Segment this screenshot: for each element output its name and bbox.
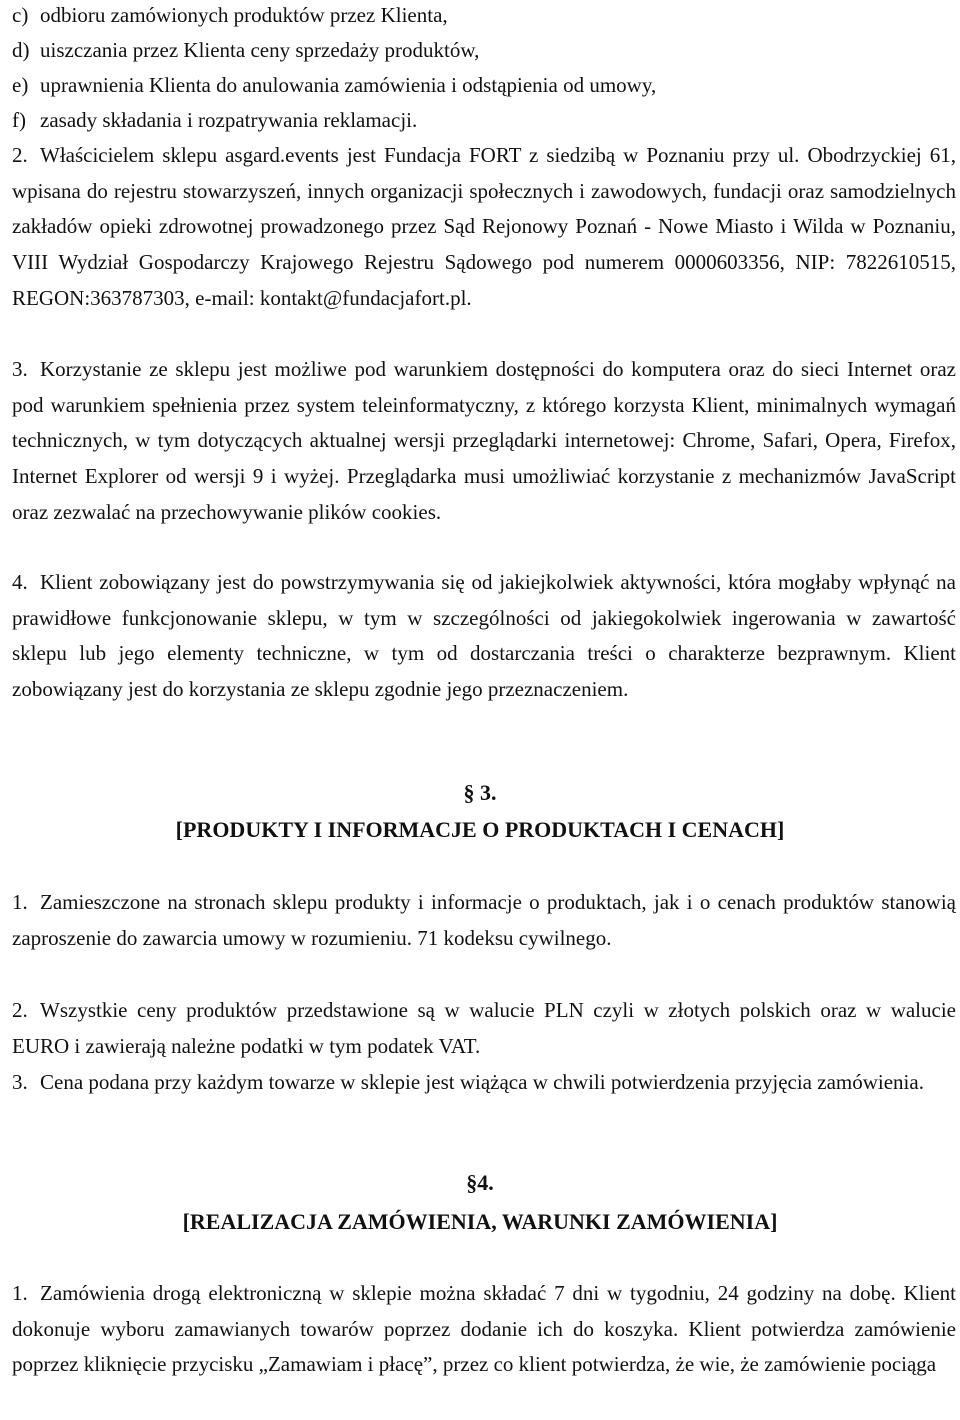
section-3-number: § 3. <box>463 780 497 805</box>
section-3-paragraph-2: 2. Wszystkie ceny produktów przedstawione są w walucie PLN czyli w złotych polskich oraz w walucie EURO i zawierają należne podatki w tym podatek VAT. <box>12 998 956 1058</box>
list-item-f: f) zasady składania i rozpatrywania reklamacji. <box>12 108 418 132</box>
list-item-c: c) odbioru zamówionych produktów przez Klienta, <box>12 3 448 27</box>
paragraph-4-obligations: 4. Klient zobowiązany jest do powstrzymywania się od jakiejkolwiek aktywności, która mogłaby wpłynąć na prawidłowe funkcjonowanie sklepu, w tym w szczególności od jakiegokolwiek ingerowania w zawartość sklepu lub jego elementy techniczne, w tym od dostarczania treści o charakterze bezprawnym. Klient zobowiązany jest do korzystania ze sklepu zgodnie jego przeznaczeniem. <box>12 570 956 702</box>
section-3-title: [PRODUKTY I INFORMACJE O PRODUKTACH I CENACH] <box>175 817 785 842</box>
list-item-d: d) uiszczania przez Klienta ceny sprzedaży produktów, <box>12 38 480 62</box>
paragraph-2-owner: 2. Właścicielem sklepu asgard.events jest Fundacja FORT z siedzibą w Poznaniu przy ul. Obodrzyckiej 61, wpisana do rejestru stowarzyszeń, innych organizacji społecznych i zawodowych, fundacji oraz samodzielnych zakładów opieki zdrowotnej prowadzonego przez Sąd Rejonowy Poznań - Nowe Miasto i Wilda w Poznaniu, VIII Wydział Gospodarczy Krajowego Rejestru Sądowego pod numerem 0000603356, NIP: 7822610515, REGON:363787303, e-mail: kontakt@fundacjafort.pl. <box>12 143 956 310</box>
section-3-paragraph-3: 3. Cena podana przy każdym towarze w sklepie jest wiążąca w chwili potwierdzenia przyjęcia zamówienia. <box>12 1070 924 1094</box>
paragraph-3-requirements: 3. Korzystanie ze sklepu jest możliwe pod warunkiem dostępności do komputera oraz do sieci Internet oraz pod warunkiem spełnienia przez system teleinformatyczny, z którego korzysta Klient, minimalnych wymagań technicznych, w tym dotyczących aktualnej wersji przeglądarki internetowej: Chrome, Safari, Opera, Firefox, Internet Explorer od wersji 9 i wyżej. Przeglądarka musi umożliwiać korzystanie z mechanizmów JavaScript oraz zezwalać na przechowywanie plików cookies. <box>12 357 956 524</box>
list-item-e: e) uprawnienia Klienta do anulowania zamówienia i odstąpienia od umowy, <box>12 73 657 97</box>
section-4-paragraph-1: 1. Zamówienia drogą elektroniczną w sklepie można składać 7 dni w tygodniu, 24 godziny na dobę. Klient dokonuje wyboru zamawianych towarów poprzez dodanie ich do koszyka. Klient potwierdza zamówienie poprzez kliknięcie przycisku „Zamawiam i płacę”, przez co klient potwierdza, że wie, że zamówienie pociąga <box>12 1281 956 1377</box>
section-4-title: [REALIZACJA ZAMÓWIENIA, WARUNKI ZAMÓWIENIA] <box>182 1209 778 1234</box>
section-4-number: §4. <box>466 1170 494 1195</box>
section-3-paragraph-1: 1. Zamieszczone na stronach sklepu produkty i informacje o produktach, jak i o cenach produktów stanowią zaproszenie do zawarcia umowy w rozumieniu. 71 kodeksu cywilnego. <box>12 890 956 950</box>
